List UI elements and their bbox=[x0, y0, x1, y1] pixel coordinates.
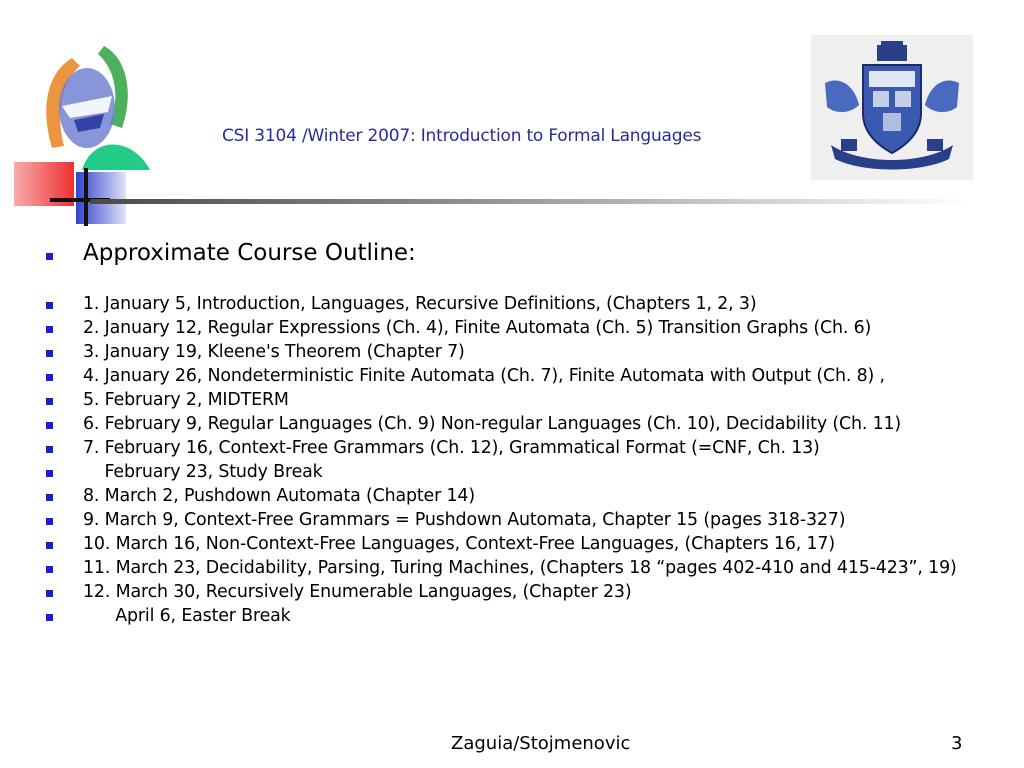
outline-item: 3. January 19, Kleene's Theorem (Chapter 7) bbox=[83, 342, 465, 362]
outline-heading: Approximate Course Outline: bbox=[83, 240, 416, 266]
outline-item: 1. January 5, Introduction, Languages, Recursive Definitions, (Chapters 1, 2, 3) bbox=[83, 294, 757, 314]
outline-item: 10. March 16, Non-Context-Free Languages, Context-Free Languages, (Chapters 16, 17) bbox=[83, 534, 835, 554]
outline-item: 11. March 23, Decidability, Parsing, Turing Machines, (Chapters 18 “pages 402-410 and 415-423”, 19) bbox=[83, 558, 957, 578]
bullet-icon bbox=[46, 374, 53, 381]
outline-item: 7. February 16, Context-Free Grammars (Ch. 12), Grammatical Format (=CNF, Ch. 13) bbox=[83, 438, 820, 458]
outline-item: 4. January 26, Nondeterministic Finite Automata (Ch. 7), Finite Automata with Output (Ch. 8) , bbox=[83, 366, 885, 386]
outline-item: 5. February 2, MIDTERM bbox=[83, 390, 289, 410]
bullet-icon bbox=[46, 302, 53, 309]
bullet-icon bbox=[46, 542, 53, 549]
bullet-icon bbox=[46, 350, 53, 357]
outline-item: 2. January 12, Regular Expressions (Ch. 4), Finite Automata (Ch. 5) Transition Graphs (Ch. 6) bbox=[83, 318, 872, 338]
footer-authors: Zaguia/Stojmenovic bbox=[451, 733, 631, 754]
header-divider bbox=[90, 199, 970, 204]
bullet-icon bbox=[46, 253, 53, 260]
outline-item: 8. March 2, Pushdown Automata (Chapter 14) bbox=[83, 486, 475, 506]
outline-item: 6. February 9, Regular Languages (Ch. 9) Non-regular Languages (Ch. 10), Decidability (Ch. 11) bbox=[83, 414, 902, 434]
bullet-icon bbox=[46, 566, 53, 573]
outline-item: 9. March 9, Context-Free Grammars = Pushdown Automata, Chapter 15 (pages 318-327) bbox=[83, 510, 846, 530]
slide-title: CSI 3104 /Winter 2007: Introduction to Formal Languages bbox=[222, 126, 702, 146]
outline-item: February 23, Study Break bbox=[83, 462, 323, 482]
outline-item: 12. March 30, Recursively Enumerable Languages, (Chapter 23) bbox=[83, 582, 632, 602]
bullet-icon bbox=[46, 398, 53, 405]
bullet-icon bbox=[46, 470, 53, 477]
bullet-icon bbox=[46, 422, 53, 429]
page-number: 3 bbox=[951, 733, 963, 754]
bullet-icon bbox=[46, 494, 53, 501]
bullet-icon bbox=[46, 590, 53, 597]
bullet-icon bbox=[46, 326, 53, 333]
outline-item: April 6, Easter Break bbox=[83, 606, 291, 626]
bullet-icon bbox=[46, 518, 53, 525]
bullet-icon bbox=[46, 614, 53, 621]
university-crest-icon bbox=[811, 35, 973, 180]
bullet-icon bbox=[46, 446, 53, 453]
